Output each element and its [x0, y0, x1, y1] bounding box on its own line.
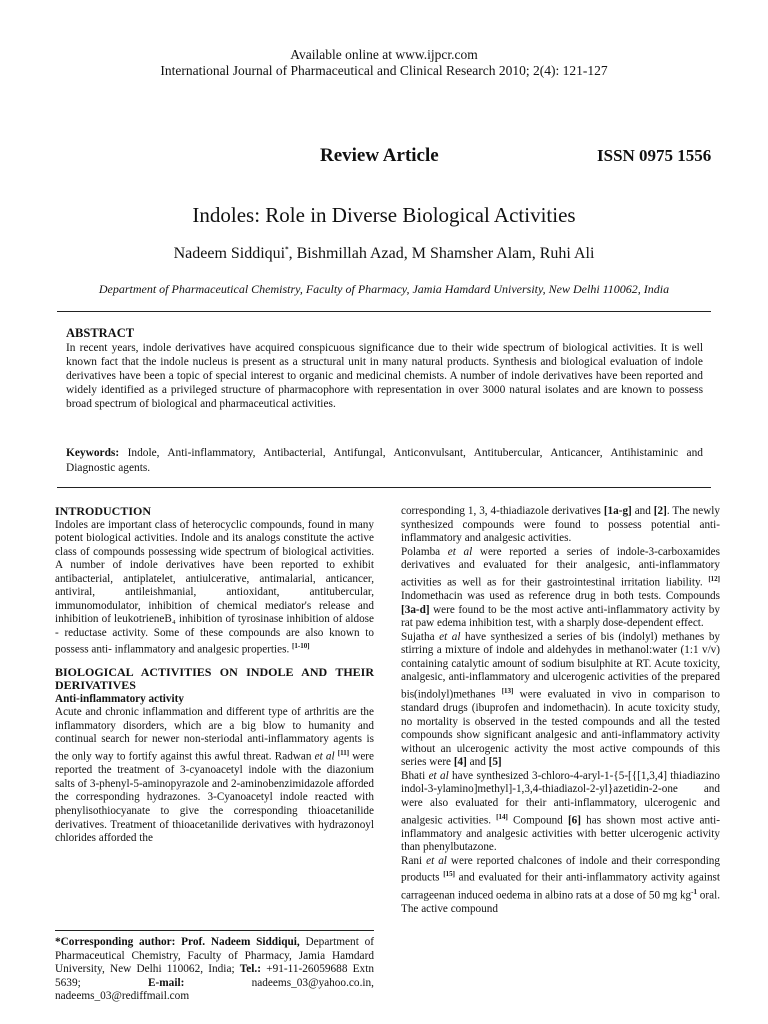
intro-heading: INTRODUCTION [55, 504, 152, 518]
p3-text-b: have synthesized a series of bis (indolyl) methanes by stirring a mixture of indole and aldehydes in methanol:water (1:1 v/v) containing catalytic amount of sodium bisulphite at RT. Acute toxicity, analgesic, anti-inflammatory and ulcerogenic activities of the prepared bis(indolyl)methanes [401, 630, 721, 701]
p2-text-a: Polamba [401, 545, 448, 558]
divider-bottom [57, 487, 711, 488]
bio-heading: BIOLOGICAL ACTIVITIES ON INDOLE AND THEIR DERIVATIVES [55, 664, 374, 693]
p3-text-c: were evaluated in vivo in comparison to standard drugs (ibuprofen and indomethacin). In acute toxicity study, no mortality is observed in the tested compounds and all the tested compounds show significant analgesic and anti-inflammatory activity without an ulcerogenic activity the most active compounds of this series were [401, 688, 720, 769]
footnote-divider [55, 930, 374, 931]
footnote-body: Department of Pharmaceutical Chemistry, Faculty of Pharmacy, Jamia Hamdard University, New Delhi 110062, India; [55, 936, 374, 976]
antiinf-etal: et al [314, 750, 335, 763]
p2-text-c: Indomethacin was used as reference drug in both tests. Compounds [401, 590, 720, 603]
paper-title: Indoles: Role in Diverse Biological Activities [192, 203, 576, 227]
p5-text-c: and evaluated for their anti-inflammatory activity against carrageenan induced oedema in albino rats at a dose of 50 mg kg [401, 872, 720, 902]
corresponding-author-footnote [55, 936, 374, 1004]
right-paragraph-5 [401, 855, 720, 917]
intro-text: Indoles are important class of heterocyclic compounds, found in many potent biological activities. Indole and its analogs constitute the active class of compounds possessing wide spectrum of biological activities. A number of indole derivatives have been reported to exhibit antibacterial, antiplatelet, antiulcerative, antimalarial, anticancer, antiviral, antileishmanial, antioxidant, antitubercular, immunomodulator, inhibition of chemical mediator's release and inhibition of leukotrieneB₄ inhibition of tyrosinase inhibition of aldose - reductase activity. Some of these compounds are also known to possess anti- inflammatory and analgesic properties. [55, 518, 374, 657]
right-paragraph-2 [401, 546, 720, 631]
keywords-text: Indole, Anti-inflammatory, Antibacterial, Antifungal, Anticonvulsant, Antitubercular, Anticancer, Antihistaminic and Diagnostic agents. [66, 447, 703, 474]
p3-and: and [466, 756, 489, 769]
author-list [0, 245, 768, 263]
p5-exponent: -1 [691, 887, 697, 896]
p3-etal: et al [439, 630, 461, 643]
p4-ref: [14] [496, 812, 508, 821]
right-paragraph-4 [401, 770, 720, 855]
affiliation: Department of Pharmaceutical Chemistry, Faculty of Pharmacy, Jamia Hamdard University, New Delhi 110062, India [98, 282, 670, 296]
corresponding-mark: * [285, 245, 289, 254]
author-rest: , Bishmillah Azad, M Shamsher Alam, Ruhi Ali [288, 245, 595, 262]
right-paragraph-3 [401, 631, 720, 770]
p2-ref: [12] [708, 574, 720, 583]
keywords-label: Keywords: [66, 447, 120, 459]
p4-text-d: has shown most active anti-inflammatory and analgesic activities with better ulcerogenic activity than phenylbutazone. [401, 814, 720, 854]
antiinf-text-a: Acute and chronic inflammation and different type of arthritis are the inflammatory disorders, which are a big blow to humanity and continual search for newer non-steriodal anti-inflammatory agents is the only way to fortify against this awful threat. Radwan [55, 706, 374, 763]
p5-text-a: Rani [401, 854, 427, 867]
right-column [401, 505, 720, 917]
p3-compound-4: [4] [453, 756, 467, 769]
p5-text-d: oral. The active compound [401, 889, 720, 915]
p1-and: and [631, 505, 654, 517]
p1-compound-ref-2: [2] [653, 505, 667, 517]
p1-compound-ref-1: [1a-g] [603, 505, 632, 517]
antiinflammatory-heading: Anti-inflammatory activity [55, 692, 184, 705]
article-type: Review Article [320, 145, 439, 166]
author-first: Nadeem Siddiqui [173, 245, 286, 262]
left-column [55, 505, 374, 846]
abstract-text: In recent years, indole derivatives have acquired conspicuous significance due to their wide spectrum of biological activities. It is well known fact that the indole nucleus is present as a structural unit in many natural products. Synthesis and biological evaluation of indole derivatives have been a topic of special interest to organic and medicinal chemists. A number of indole derivatives have been reported and widely identified as a privileged structure of pharmacophore with representation in over 3000 natural isolates and are known to possess broad spectrum of biological and pharmaceutical activities. [66, 342, 703, 411]
p4-etal: et al [428, 769, 449, 782]
footnote-label: *Corresponding author: Prof. Nadeem Siddiqui, [55, 936, 300, 948]
antiinf-text-b: were reported the treatment of 3-cyanoacetyl indole with the diazonium salts of 3-phenyl-5-aminopyrazole and 2-aminobenzimidazole afforded the corresponding hydrazones. 3-Cyanoacetyl indole reacted with phenylisothiocyanate to give the corresponding thioacetanilide derivatives. Treatment of thioacetanilide derivatives with hydrazonoyl chlorides afforded the [55, 750, 375, 845]
p4-text-a: Bhati [401, 769, 429, 782]
p4-compound-ref: [6] [567, 814, 581, 827]
journal-citation-line: International Journal of Pharmaceutical and Clinical Research 2010; 2(4): 121-127 [160, 63, 608, 78]
p2-compound-ref: [3a-d] [401, 603, 430, 616]
footnote-email: nadeems_03@yahoo.co.in, nadeems_03@rediffmail.com [55, 976, 374, 1003]
p1-text-a: corresponding 1, 3, 4-thiadiazole derivatives [401, 505, 604, 517]
footnote-tel-label: Tel.: [239, 963, 262, 976]
antiinflammatory-paragraph [55, 706, 374, 845]
journal-availability-line: Available online at www.ijpcr.com [290, 47, 478, 62]
p5-text-b: were reported chalcones of indole and their corresponding products [401, 854, 720, 885]
p2-etal: et al [447, 545, 473, 558]
p4-text-b: have synthesized 3-chloro-4-aryl-1-{5-[{[1,3,4] thiadiazino indol-3-ylamino]methyl]-1,3,4-thiadiazol-2-yl}azetidin-2-one and were also evaluated for their anti-inflammatory, ulcerogenic and analgesic activities. [401, 769, 721, 827]
footnote-email-label: E-mail: [147, 976, 185, 989]
antiinf-ref: [11] [337, 749, 350, 758]
divider-top [57, 311, 711, 312]
footnote-tel: +91-11-26059688 Extn 5639; [55, 963, 374, 989]
p5-ref: [15] [443, 870, 455, 879]
right-paragraph-1 [401, 505, 720, 546]
intro-paragraph [55, 519, 374, 658]
p2-text-b: were reported a series of indole-3-carboxamides derivatives and evaluated for their analgesic, anti-inflammatory activities as well as for their gastrointestinal irritation liability. [401, 545, 720, 589]
intro-ref: [1-10] [292, 642, 310, 651]
p2-text-d: were found to be the most active anti-inflammatory activity by rat paw edema inhibition test, with a sharply dose-dependent effect. [401, 603, 720, 630]
p4-text-c: Compound [507, 814, 568, 827]
p1-text-b: . The newly synthesized compounds were found to possess potential anti-inflammatory and analgesic activities. [401, 505, 720, 545]
abstract-heading: ABSTRACT [66, 326, 135, 340]
p3-ref: [13] [501, 686, 514, 695]
p5-etal: et al [426, 854, 447, 867]
p3-text-a: Sujatha [401, 630, 440, 643]
p3-compound-5: [5] [488, 756, 502, 769]
issn: ISSN 0975 1556 [597, 146, 712, 165]
keywords [66, 446, 703, 475]
